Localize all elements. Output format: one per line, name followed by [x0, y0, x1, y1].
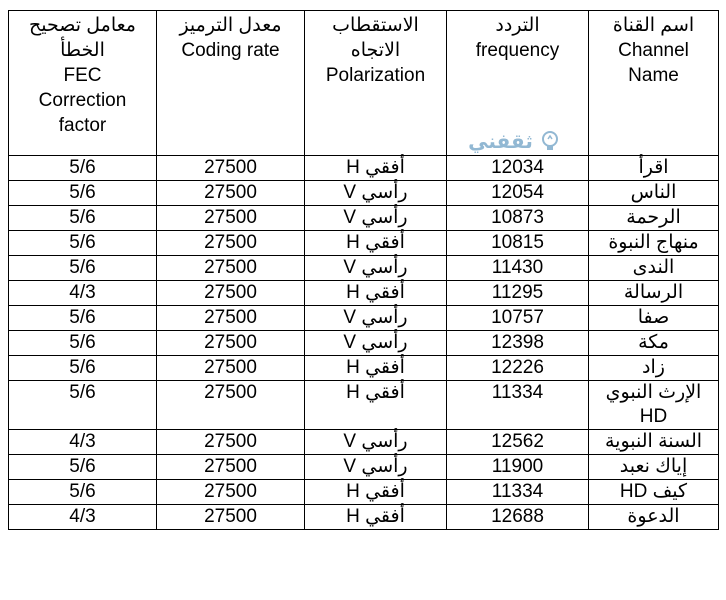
- lightbulb-icon: [538, 129, 562, 153]
- coding-rate-cell: 27500: [157, 455, 305, 480]
- header-frequency-en: frequency: [475, 40, 560, 61]
- polarization-cell: أفقي H: [305, 381, 447, 430]
- header-polarization-ar-1: الاستقطاب: [332, 15, 419, 36]
- polarization-cell: رأسي V: [305, 306, 447, 331]
- fec-cell: 5/6: [9, 181, 157, 206]
- polarization-cell: أفقي H: [305, 281, 447, 306]
- fec-cell: 5/6: [9, 381, 157, 430]
- channel-name-cell: الإرث النبوي HD: [589, 381, 719, 430]
- channel-name-cell: الناس: [589, 181, 719, 206]
- fec-cell: 5/6: [9, 206, 157, 231]
- polarization-cell: رأسي V: [305, 256, 447, 281]
- polarization-cell: أفقي H: [305, 480, 447, 505]
- header-fec-en-2: Correction: [38, 90, 127, 111]
- frequency-cell: 11295: [447, 281, 589, 306]
- table-row: [9, 206, 719, 231]
- channel-name-cell: الرسالة: [589, 281, 719, 306]
- coding-rate-cell: 27500: [157, 331, 305, 356]
- fec-cell: 4/3: [9, 505, 157, 530]
- table-row: [9, 505, 719, 530]
- table-row: [9, 331, 719, 356]
- coding-rate-cell: 27500: [157, 206, 305, 231]
- table-row: [9, 281, 719, 306]
- table-body: [9, 156, 719, 530]
- channel-name-cell: اقرأ: [589, 156, 719, 181]
- table-row: [9, 156, 719, 181]
- polarization-cell: أفقي H: [305, 231, 447, 256]
- coding-rate-cell: 27500: [157, 156, 305, 181]
- polarization-cell: رأسي V: [305, 206, 447, 231]
- polarization-cell: أفقي H: [305, 356, 447, 381]
- frequency-cell: 11900: [447, 455, 589, 480]
- channel-frequency-sheet: [8, 10, 718, 530]
- polarization-cell: رأسي V: [305, 331, 447, 356]
- channel-name-cell: إياك نعبد: [589, 455, 719, 480]
- table-row: [9, 181, 719, 206]
- polarization-cell: رأسي V: [305, 430, 447, 455]
- fec-cell: 5/6: [9, 156, 157, 181]
- site-watermark: [440, 128, 590, 154]
- fec-cell: 5/6: [9, 455, 157, 480]
- header-channel-ar: اسم القناة: [612, 15, 695, 36]
- table-row: [9, 356, 719, 381]
- fec-cell: 5/6: [9, 331, 157, 356]
- table-header-row: [9, 11, 719, 156]
- watermark-text: ثقفني: [468, 129, 533, 153]
- coding-rate-cell: 27500: [157, 281, 305, 306]
- polarization-cell: أفقي H: [305, 505, 447, 530]
- frequency-cell: 10873: [447, 206, 589, 231]
- coding-rate-cell: 27500: [157, 480, 305, 505]
- coding-rate-cell: 27500: [157, 505, 305, 530]
- frequency-cell: 12688: [447, 505, 589, 530]
- header-polarization: [305, 11, 447, 156]
- table-row: [9, 480, 719, 505]
- frequency-cell: 10815: [447, 231, 589, 256]
- channel-name-cell: السنة النبوية: [589, 430, 719, 455]
- header-fec-en-3: factor: [58, 115, 107, 136]
- fec-cell: 5/6: [9, 480, 157, 505]
- coding-rate-cell: 27500: [157, 430, 305, 455]
- header-channel-en-2: Name: [628, 65, 679, 86]
- table-row: [9, 430, 719, 455]
- coding-rate-cell: 27500: [157, 356, 305, 381]
- channel-name-cell: كيف HD: [589, 480, 719, 505]
- frequency-cell: 11334: [447, 480, 589, 505]
- frequency-cell: 12034: [447, 156, 589, 181]
- coding-rate-cell: 27500: [157, 231, 305, 256]
- coding-rate-cell: 27500: [157, 256, 305, 281]
- header-channel-en-1: Channel: [618, 40, 689, 61]
- header-polarization-ar-2: الاتجاه: [350, 40, 401, 61]
- frequency-cell: 12398: [447, 331, 589, 356]
- channel-name-cell: الرحمة: [589, 206, 719, 231]
- table-row: [9, 381, 719, 430]
- polarization-cell: أفقي H: [305, 156, 447, 181]
- channel-name-cell: الدعوة: [589, 505, 719, 530]
- header-fec-ar-2: الخطأ: [60, 40, 105, 61]
- header-coding-rate: [157, 11, 305, 156]
- frequency-cell: 12226: [447, 356, 589, 381]
- coding-rate-cell: 27500: [157, 181, 305, 206]
- polarization-cell: رأسي V: [305, 455, 447, 480]
- frequency-cell: 12562: [447, 430, 589, 455]
- header-polarization-en: Polarization: [325, 65, 426, 86]
- fec-cell: 5/6: [9, 231, 157, 256]
- table-row: [9, 256, 719, 281]
- frequency-cell: 10757: [447, 306, 589, 331]
- header-fec: [9, 11, 157, 156]
- fec-cell: 4/3: [9, 430, 157, 455]
- table-row: [9, 306, 719, 331]
- channel-name-cell: صفا: [589, 306, 719, 331]
- header-coding-rate-ar: معدل الترميز: [179, 15, 282, 36]
- table-row: [9, 455, 719, 480]
- table-row: [9, 231, 719, 256]
- polarization-cell: رأسي V: [305, 181, 447, 206]
- coding-rate-cell: 27500: [157, 306, 305, 331]
- frequency-cell: 11334: [447, 381, 589, 430]
- channel-name-cell: مكة: [589, 331, 719, 356]
- channel-table: [8, 10, 719, 530]
- coding-rate-cell: 27500: [157, 381, 305, 430]
- header-fec-ar-1: معامل تصحيح: [28, 15, 136, 36]
- header-coding-rate-en: Coding rate: [181, 40, 280, 61]
- frequency-cell: 11430: [447, 256, 589, 281]
- fec-cell: 5/6: [9, 356, 157, 381]
- channel-name-cell: الندى: [589, 256, 719, 281]
- fec-cell: 5/6: [9, 306, 157, 331]
- frequency-cell: 12054: [447, 181, 589, 206]
- header-frequency-ar: التردد: [495, 15, 540, 36]
- header-fec-en-1: FEC: [63, 65, 102, 86]
- fec-cell: 4/3: [9, 281, 157, 306]
- channel-name-cell: منهاج النبوة: [589, 231, 719, 256]
- fec-cell: 5/6: [9, 256, 157, 281]
- header-channel-name: [589, 11, 719, 156]
- channel-name-cell: زاد: [589, 356, 719, 381]
